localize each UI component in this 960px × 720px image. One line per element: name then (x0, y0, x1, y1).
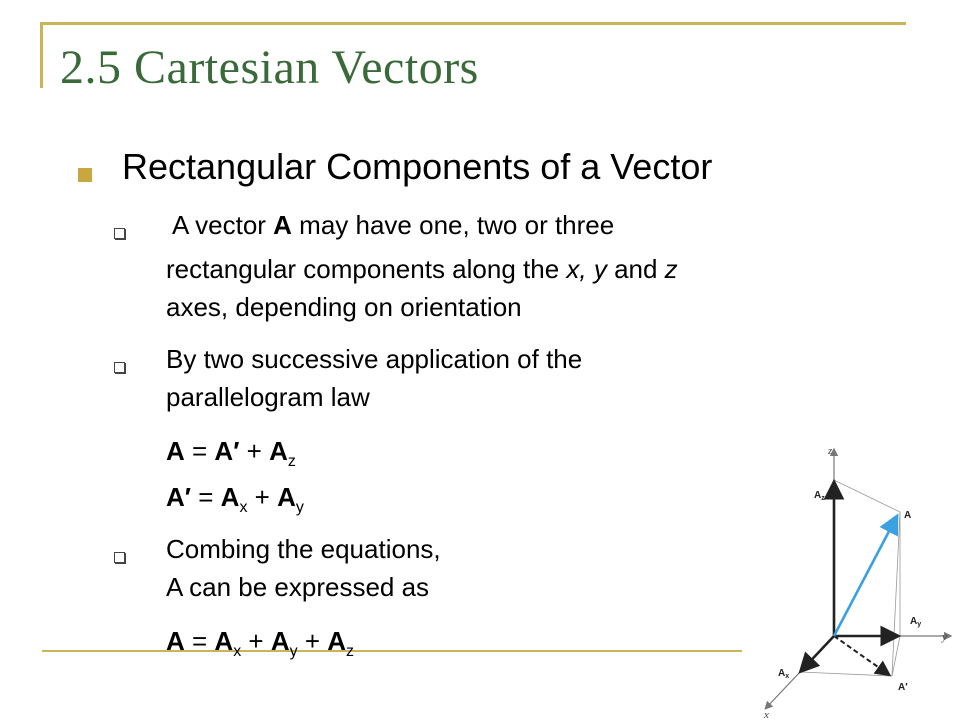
label-a-prime: A′ (898, 682, 908, 693)
eq2-lhs: A′ (166, 482, 192, 512)
bullet-3-line-1: Combing the equations, (166, 534, 441, 564)
eq3-term2: A (270, 626, 290, 656)
sub-bullet-2-marker (114, 362, 125, 373)
bottom-rule (42, 650, 742, 652)
a-prime-arrow (834, 636, 888, 674)
eq1-term2-sub: z (287, 453, 296, 470)
y-axis-label: y (942, 631, 947, 643)
eq1-term1: A′ (214, 436, 240, 466)
frame-line-bottom (800, 672, 892, 676)
left-rule (40, 22, 43, 88)
equation-3 (166, 626, 354, 661)
eq2-plus: + (247, 482, 278, 512)
frame-line-vertical (892, 512, 900, 676)
axis-y-italic: y (593, 254, 607, 284)
eq2-term2-sub: y (295, 499, 304, 516)
eq2-term2: A (277, 482, 296, 512)
bullet-1-line-3: axes, depending on orientation (166, 292, 522, 322)
eq3-lhs: A (166, 626, 185, 656)
eq3-plus1: + (241, 626, 271, 656)
eq3-equals: = (184, 626, 215, 656)
bullet-2-line-2: parallelogram law (166, 382, 370, 412)
bullet-1-space (587, 254, 594, 284)
vector-components-figure (760, 440, 960, 720)
bullet-2-line-1: By two successive application of the (166, 344, 583, 374)
sub-bullet-1-marker (114, 228, 125, 239)
bullet-1-bold-a: A (273, 210, 292, 240)
eq1-equals: = (184, 436, 215, 466)
sub-bullet-3-marker (114, 552, 125, 563)
bullet-1-line-2-pre: rectangular components along the (166, 254, 567, 284)
bullet-1-text-pre: A vector (172, 210, 274, 240)
vector-a-arrow (834, 518, 896, 636)
eq2-term1: A (220, 482, 240, 512)
section-heading: Rectangular Components of a Vector (122, 146, 713, 187)
eq3-term3: A (327, 626, 347, 656)
main-bullet-square (78, 168, 92, 182)
label-a: A (904, 510, 912, 521)
bullet-1-line-2 (166, 250, 678, 288)
bullet-3-line-2: A can be expressed as (166, 572, 430, 602)
eq2-equals: = (191, 482, 221, 512)
slide-title: 2.5 Cartesian Vectors (60, 41, 479, 94)
eq3-term2-sub: y (289, 643, 298, 660)
z-axis-label: z (828, 445, 833, 457)
eq3-plus2: + (297, 626, 328, 656)
label-az: $A_z$ (814, 490, 825, 502)
eq2-term1-sub: x (239, 499, 248, 516)
bullet-1-line-1 (172, 206, 614, 244)
eq1-plus: + (239, 436, 270, 466)
label-ax: $A_x$ (778, 668, 790, 680)
top-rule (40, 22, 906, 25)
equation-1 (166, 436, 296, 471)
equation-2 (166, 482, 304, 517)
eq3-term1: A (214, 626, 234, 656)
eq3-term1-sub: x (233, 643, 242, 660)
eq1-lhs: A (166, 436, 185, 466)
frame-line-top (834, 480, 900, 512)
eq1-term2: A (269, 436, 288, 466)
ax-component-arrow (802, 636, 834, 670)
label-ay: $A_y$ (910, 616, 922, 628)
eq3-term3-sub: z (346, 643, 355, 660)
bullet-1-and: and (606, 254, 665, 284)
axis-z-italic: z (664, 254, 678, 284)
axis-x-italic: x, (566, 254, 587, 284)
bullet-1-text-post: may have one, two or three (291, 210, 615, 240)
x-axis-label: x (764, 709, 769, 720)
